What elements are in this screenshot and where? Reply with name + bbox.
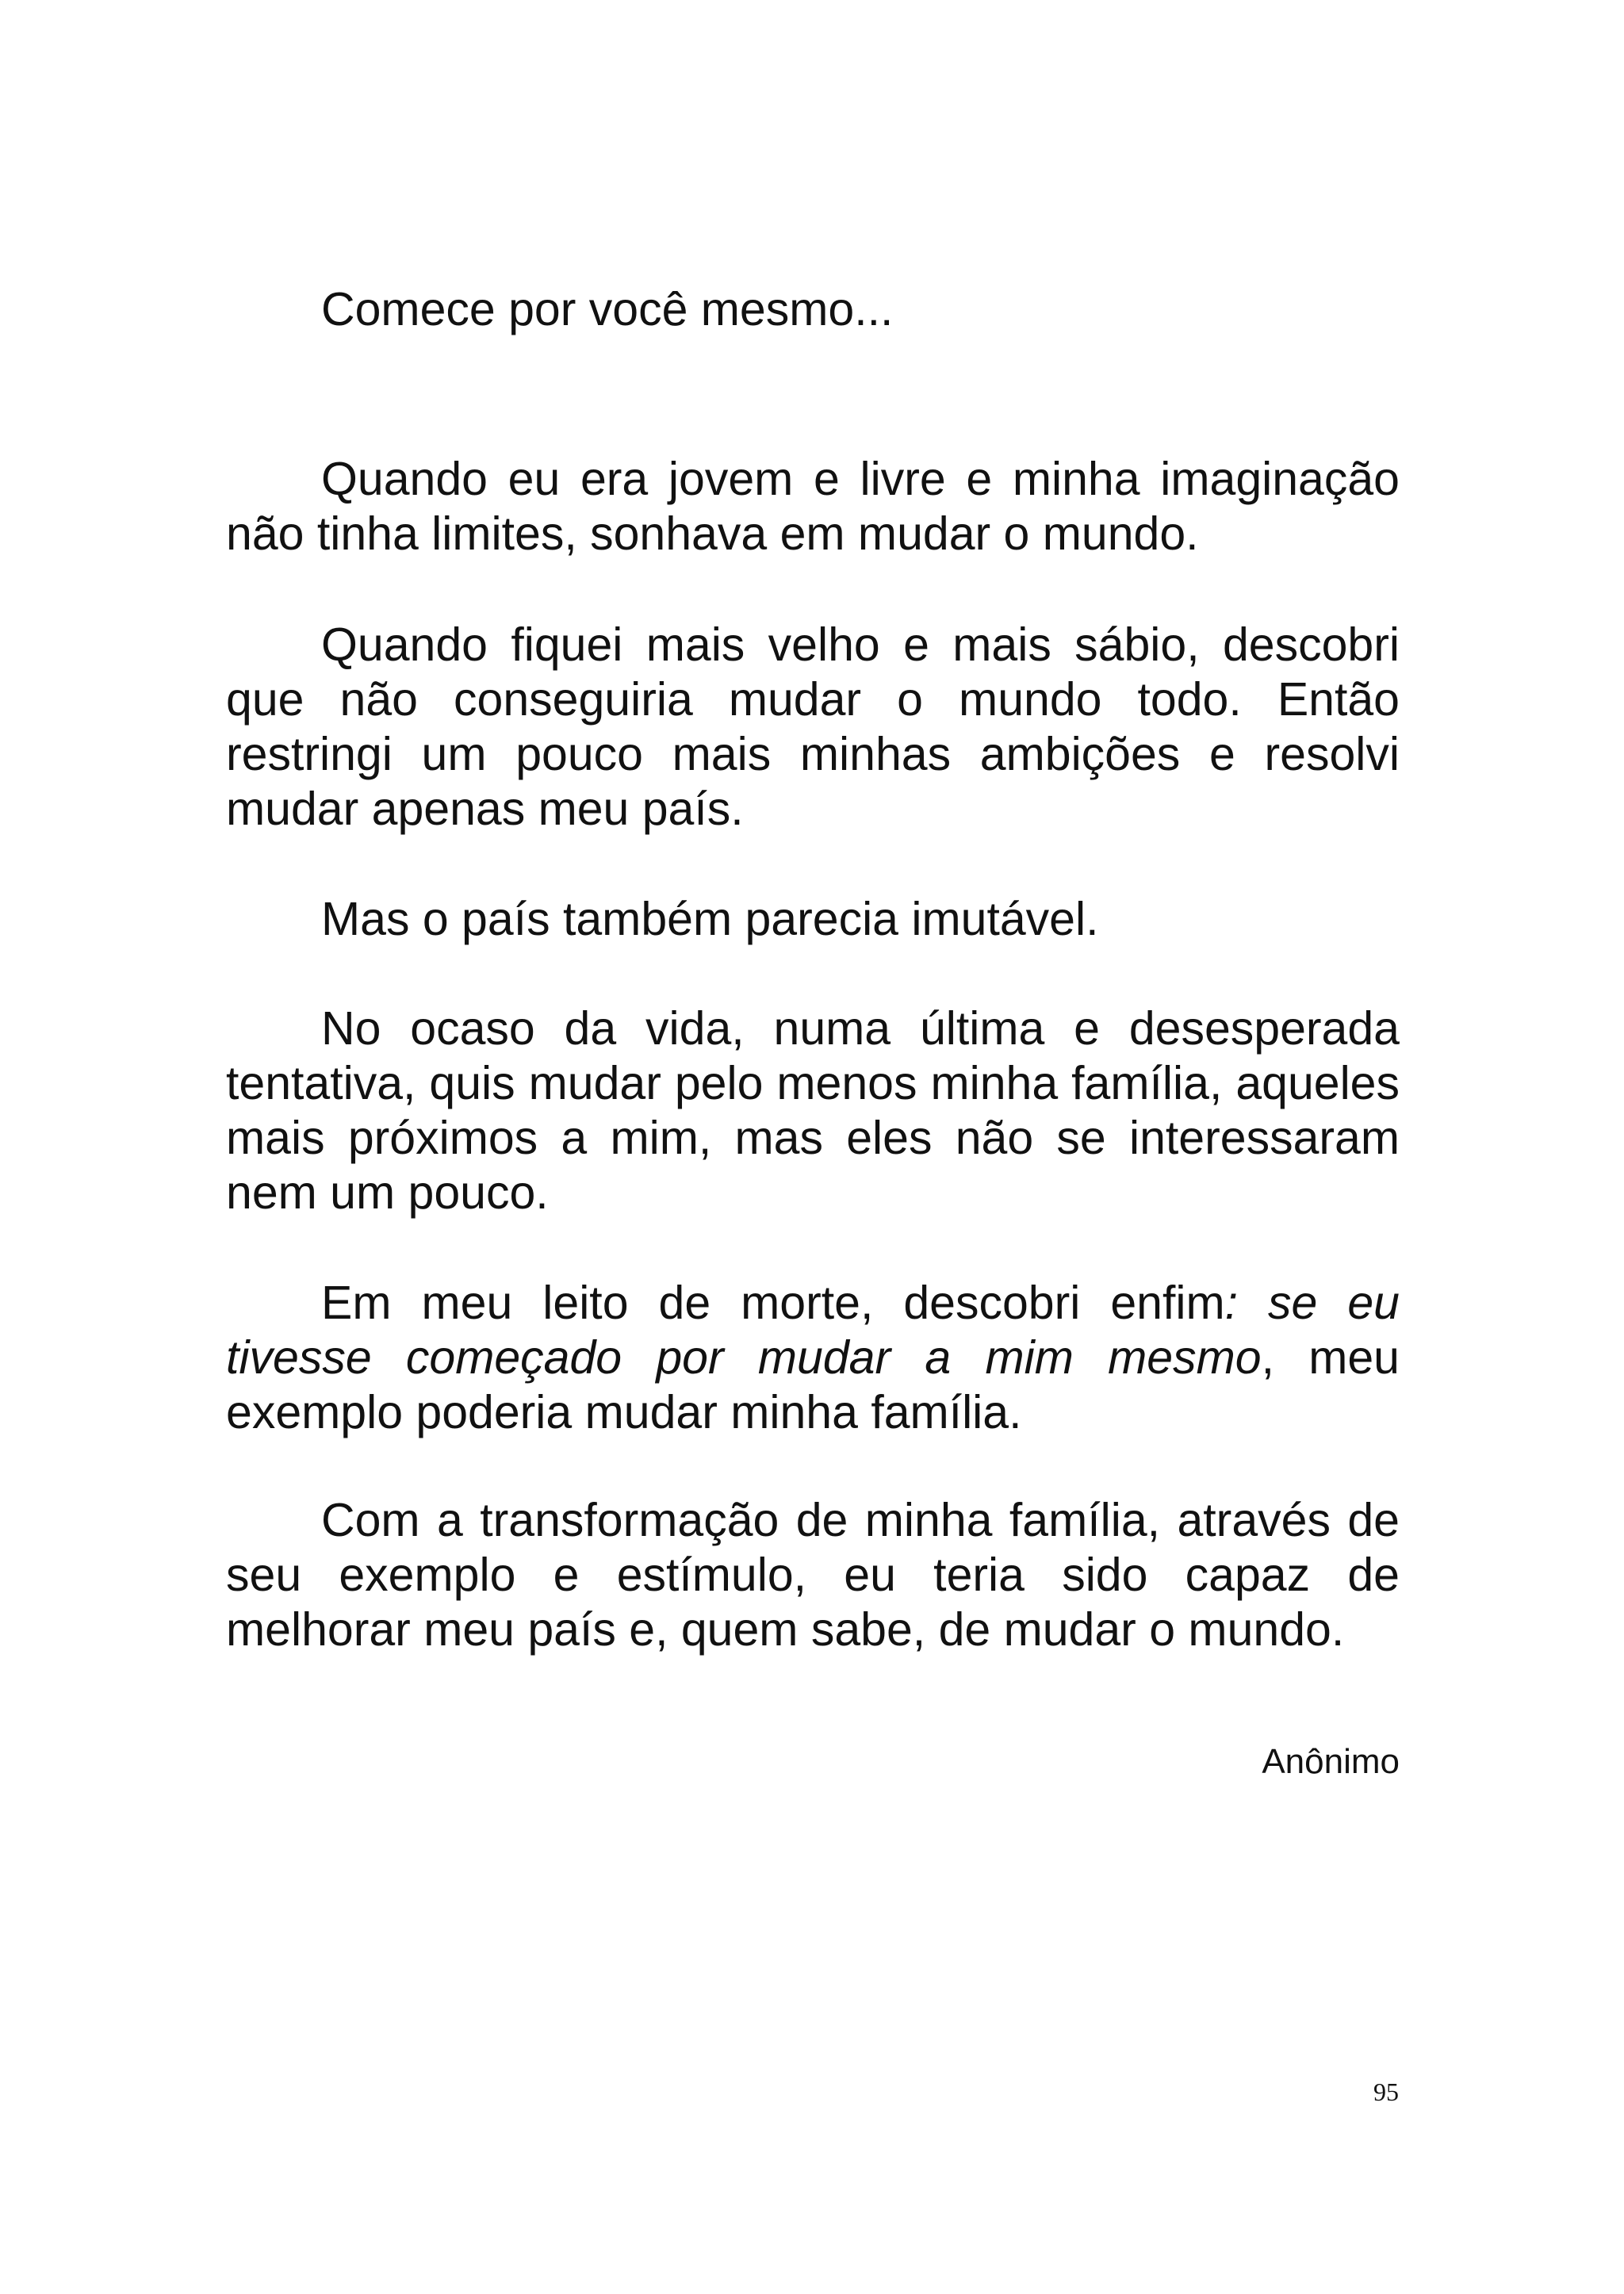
paragraph-5-start: Em meu leito de morte, descobri enfim	[321, 1277, 1225, 1329]
paragraph-5-end: , meu exemplo poderia mudar minha família.	[226, 1331, 1400, 1438]
paragraph-5-italic: : se eu tivesse começado por mudar a mim mesmo	[226, 1277, 1400, 1384]
paragraph-4: No ocaso da vida, numa última e desesperada tentativa, quis mudar pelo menos minha família, aqueles mais próximos a mim, mas eles não se interessaram nem um pouco.	[226, 1002, 1400, 1219]
paragraph-6: Com a transformação de minha família, através de seu exemplo e estímulo, eu teria sido capaz de melhorar meu país e, quem sabe, de mudar o mundo.	[226, 1494, 1400, 1656]
paragraph-2: Quando fiquei mais velho e mais sábio, descobri que não conseguiria mudar o mundo todo. Então restringi um pouco mais minhas ambições e resolvi mudar apenas meu país.	[226, 618, 1400, 835]
paragraph-1: Quando eu era jovem e livre e minha imaginação não tinha limites, sonhava em mudar o mundo.	[226, 453, 1400, 560]
paragraph-5	[226, 1276, 1400, 1440]
document-title: Comece por você mesmo...	[321, 283, 894, 335]
signature: Anônimo	[1262, 1742, 1400, 1781]
paragraph-3: Mas o país também parecia imutável.	[321, 893, 1099, 945]
page-number: 95	[1373, 2078, 1399, 2106]
